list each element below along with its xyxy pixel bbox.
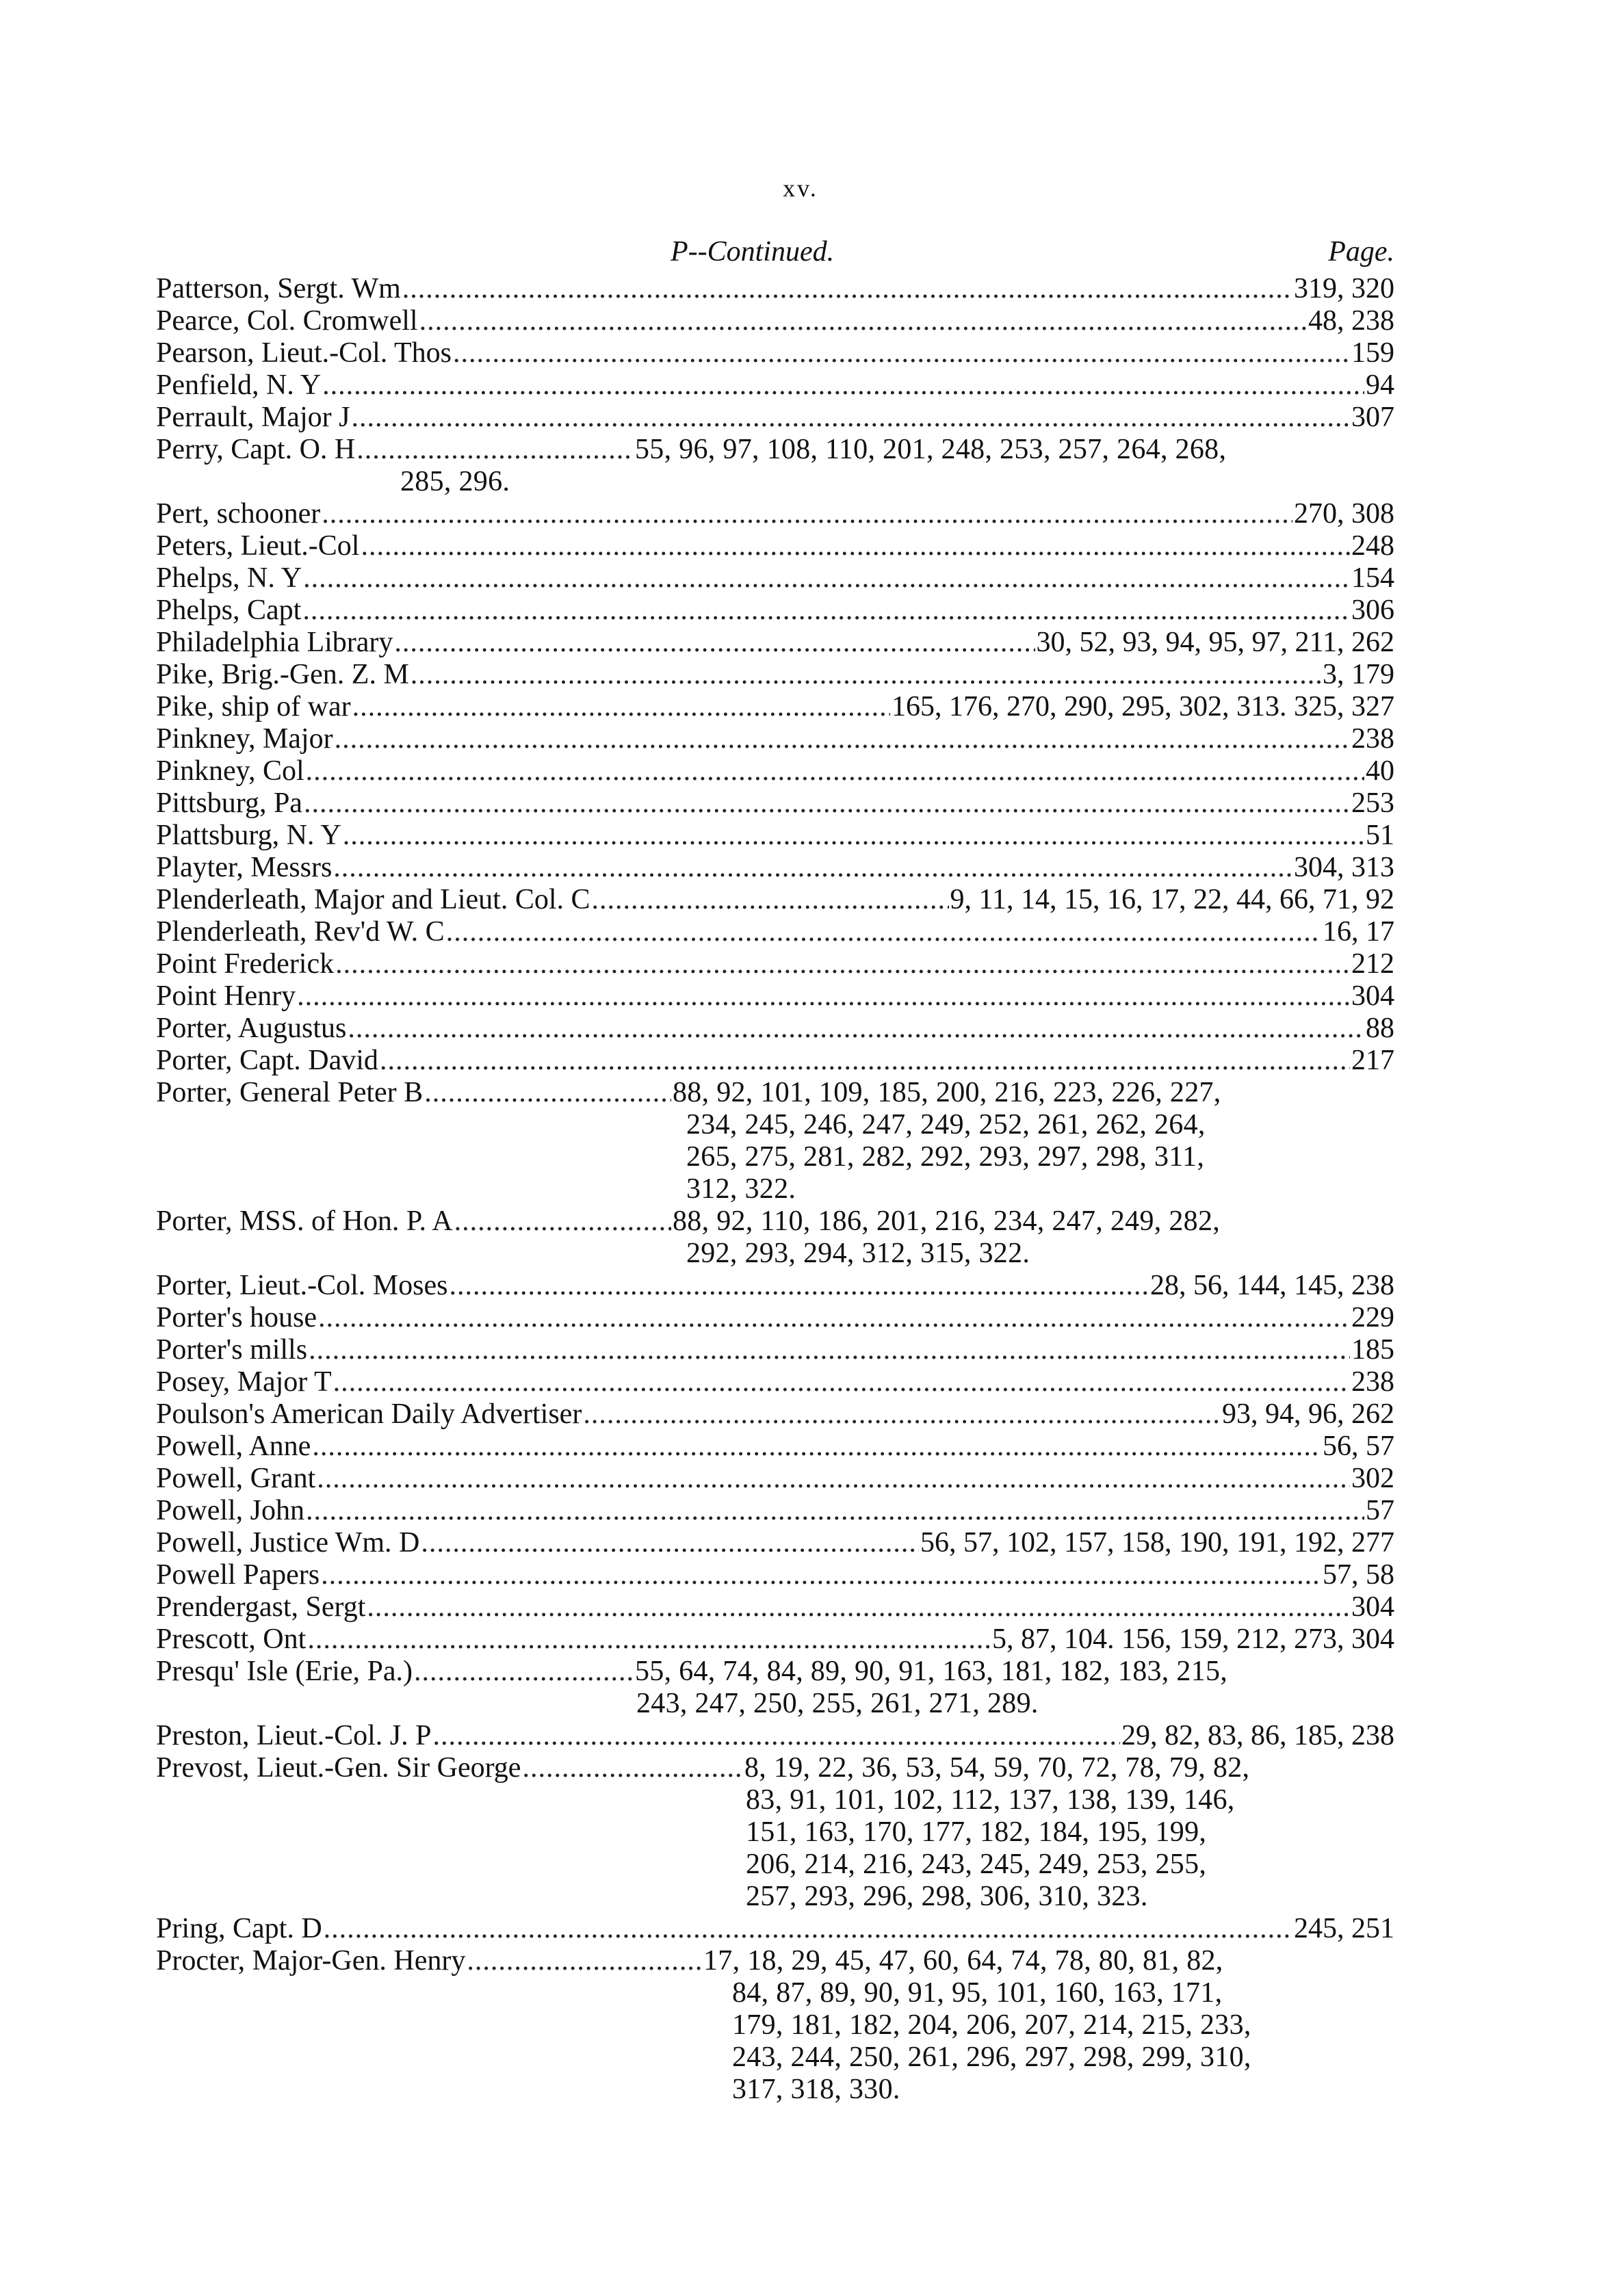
entry-name: Powell, Anne [156, 1431, 311, 1462]
index-entry [156, 434, 1394, 498]
entry-name: Prescott, Ont [156, 1623, 307, 1655]
entry-pages: 306 [1351, 595, 1394, 626]
dot-leader [402, 273, 1292, 305]
dot-leader [309, 1334, 1350, 1366]
index-entry [156, 1913, 1394, 1945]
entry-pages: 302 [1351, 1463, 1394, 1494]
entry-name: Powell, Grant [156, 1463, 316, 1494]
entry-pages: 165, 176, 270, 290, 295, 302, 313. 325, 327 [892, 691, 1394, 722]
entry-pages-continued: 83, 91, 101, 102, 112, 137, 138, 139, 146, [746, 1784, 1235, 1816]
dot-leader [306, 1495, 1364, 1527]
entry-name: Philadelphia Library [156, 627, 393, 658]
index-entry [156, 1077, 1394, 1205]
entry-pages: 307 [1351, 402, 1394, 433]
dot-leader [380, 1045, 1350, 1077]
entry-name: Preston, Lieut.-Col. J. P [156, 1720, 432, 1751]
index-entry [156, 980, 1394, 1013]
entry-pages: 93, 94, 96, 262 [1222, 1398, 1394, 1430]
dot-leader [335, 948, 1350, 980]
entry-pages-continued: 285, 296. [400, 466, 510, 497]
entry-pages: 16, 17 [1323, 916, 1394, 948]
entry-pages-continued: 234, 245, 246, 247, 249, 252, 261, 262, 264, [686, 1109, 1206, 1140]
entry-pages-continued: 84, 87, 89, 90, 91, 95, 101, 160, 163, 171, [732, 1977, 1223, 2009]
index-entry [156, 1398, 1394, 1431]
entry-name: Procter, Major-Gen. Henry [156, 1945, 466, 1977]
entry-name: Penfield, N. Y [156, 369, 322, 401]
dot-leader [449, 1270, 1149, 1302]
entry-pages: 245, 251 [1294, 1913, 1394, 1944]
entry-name: Porter, Augustus [156, 1013, 347, 1044]
entry-pages-continued: 206, 214, 216, 243, 245, 249, 253, 255, [746, 1849, 1207, 1880]
entry-name: Point Henry [156, 980, 296, 1012]
entry-pages: 57 [1366, 1495, 1394, 1526]
dot-leader [322, 498, 1292, 530]
index-entry [156, 1656, 1394, 1720]
entry-pages: 9, 11, 14, 15, 16, 17, 22, 44, 66, 71, 92 [950, 884, 1394, 915]
dot-leader [467, 1945, 702, 1977]
index-entry [156, 1013, 1394, 1045]
entry-pages: 56, 57, 102, 157, 158, 190, 191, 192, 277 [920, 1527, 1394, 1558]
entry-name: Patterson, Sergt. Wm [156, 273, 401, 304]
entry-name: Phelps, Capt [156, 595, 302, 626]
index-entry [156, 1945, 1394, 2106]
dot-leader [333, 852, 1292, 884]
index-entry [156, 820, 1394, 852]
index-entry [156, 1334, 1394, 1366]
dot-leader [361, 530, 1350, 562]
index-entry [156, 337, 1394, 369]
entry-pages: 88 [1366, 1013, 1394, 1044]
entry-pages: 238 [1351, 1366, 1394, 1398]
dot-leader [424, 1077, 671, 1109]
index-entry [156, 273, 1394, 305]
dot-leader [304, 787, 1350, 820]
index-entry [156, 884, 1394, 916]
entry-pages-continued: 151, 163, 170, 177, 182, 184, 195, 199, [746, 1816, 1207, 1848]
entry-pages: 270, 308 [1294, 498, 1394, 530]
entry-name: Playter, Messrs [156, 852, 333, 883]
index-entry [156, 1270, 1394, 1302]
entry-pages: 159 [1351, 337, 1394, 369]
entry-pages: 229 [1351, 1302, 1394, 1333]
entry-name: Pinkney, Major [156, 723, 333, 755]
index-entry [156, 948, 1394, 980]
entry-pages: 17, 18, 29, 45, 47, 60, 64, 74, 78, 80, 81, 82, [703, 1945, 1223, 1977]
entry-pages: 185 [1351, 1334, 1394, 1366]
entry-pages: 48, 238 [1308, 305, 1394, 337]
index-entry [156, 1205, 1394, 1270]
dot-leader [348, 1013, 1364, 1045]
entry-pages: 304, 313 [1294, 852, 1394, 883]
entry-pages: 3, 179 [1323, 659, 1394, 690]
index-entry [156, 1591, 1394, 1623]
entry-pages: 88, 92, 101, 109, 185, 200, 216, 223, 226, 227, [673, 1077, 1221, 1108]
dot-leader [333, 1366, 1350, 1398]
entry-name: Powell, Justice Wm. D [156, 1527, 420, 1558]
entry-name: Poulson's American Daily Advertiser [156, 1398, 582, 1430]
entry-name: Powell, John [156, 1495, 305, 1526]
entry-pages: 5, 87, 104. 156, 159, 212, 273, 304 [992, 1623, 1394, 1655]
index-list [156, 273, 1394, 2106]
page-number: xv. [783, 174, 818, 202]
dot-leader [306, 755, 1364, 787]
entry-pages: 88, 92, 110, 186, 201, 216, 234, 247, 249, 282, [673, 1205, 1221, 1237]
entry-pages-continued: 243, 244, 250, 261, 296, 297, 298, 299, 310, [732, 2041, 1251, 2073]
index-entry [156, 723, 1394, 755]
entry-name: Perrault, Major J [156, 402, 350, 433]
entry-pages: 94 [1366, 369, 1394, 401]
dot-leader [312, 1431, 1321, 1463]
heading-title: P--Continued. [671, 236, 835, 268]
dot-leader [419, 305, 1307, 337]
entry-name: Plenderleath, Rev'd W. C [156, 916, 445, 948]
dot-leader [351, 402, 1350, 434]
dot-leader [394, 627, 1035, 659]
entry-pages: 238 [1351, 723, 1394, 755]
dot-leader [335, 723, 1350, 755]
index-entry [156, 1302, 1394, 1334]
index-entry [156, 402, 1394, 434]
entry-pages-continued: 179, 181, 182, 204, 206, 207, 214, 215, 233, [732, 2009, 1251, 2041]
entry-name: Pert, schooner [156, 498, 321, 530]
heading-page-label: Page. [1328, 236, 1394, 268]
entry-pages: 253 [1351, 787, 1394, 819]
dot-leader [414, 1656, 634, 1688]
entry-pages: 55, 64, 74, 84, 89, 90, 91, 163, 181, 182, 183, 215, [635, 1656, 1228, 1687]
index-entry [156, 755, 1394, 787]
entry-name: Powell Papers [156, 1559, 320, 1591]
index-entry [156, 1559, 1394, 1591]
dot-leader [343, 820, 1364, 852]
dot-leader [318, 1302, 1350, 1334]
dot-leader [297, 980, 1350, 1013]
index-entry [156, 1045, 1394, 1077]
section-heading [156, 235, 1394, 271]
entry-name: Porter, Capt. David [156, 1045, 378, 1076]
entry-name: Prendergast, Sergt [156, 1591, 366, 1623]
entry-pages: 40 [1366, 755, 1394, 787]
entry-name: Pike, Brig.-Gen. Z. M [156, 659, 409, 690]
entry-name: Peters, Lieut.-Col [156, 530, 360, 562]
entry-name: Perry, Capt. O. H [156, 434, 356, 465]
index-entry [156, 1366, 1394, 1398]
dot-leader [302, 595, 1350, 627]
index-entry [156, 1431, 1394, 1463]
dot-leader [453, 337, 1350, 369]
index-entry [156, 562, 1394, 595]
entry-name: Phelps, N. Y [156, 562, 302, 594]
index-entry [156, 659, 1394, 691]
entry-pages: 55, 96, 97, 108, 110, 201, 248, 253, 257, 264, 268, [635, 434, 1227, 465]
entry-name: Pring, Capt. D [156, 1913, 322, 1944]
index-entry [156, 916, 1394, 948]
index-entry [156, 305, 1394, 337]
dot-leader [421, 1527, 919, 1559]
entry-name: Plattsburg, N. Y [156, 820, 341, 851]
dot-leader [522, 1752, 743, 1784]
entry-pages: 30, 52, 93, 94, 95, 97, 211, 262 [1036, 627, 1394, 658]
dot-leader [367, 1591, 1350, 1623]
entry-pages: 51 [1366, 820, 1394, 851]
entry-pages: 29, 82, 83, 86, 185, 238 [1121, 1720, 1394, 1751]
dot-leader [446, 916, 1321, 948]
dot-leader [317, 1463, 1350, 1495]
entry-name: Presqu' Isle (Erie, Pa.) [156, 1656, 413, 1687]
entry-name: Pearson, Lieut.-Col. Thos [156, 337, 452, 369]
index-entry [156, 1720, 1394, 1752]
index-entry [156, 852, 1394, 884]
dot-leader [321, 1559, 1321, 1591]
dot-leader [433, 1720, 1120, 1752]
entry-pages-continued: 243, 247, 250, 255, 261, 271, 289. [636, 1688, 1039, 1719]
entry-pages-continued: 257, 293, 296, 298, 306, 310, 323. [746, 1881, 1148, 1912]
index-entry [156, 369, 1394, 402]
entry-name: Prevost, Lieut.-Gen. Sir George [156, 1752, 521, 1784]
entry-name: Posey, Major T [156, 1366, 332, 1398]
dot-leader [322, 369, 1364, 402]
entry-pages-continued: 317, 318, 330. [732, 2074, 900, 2105]
entry-pages: 248 [1351, 530, 1394, 562]
entry-pages-continued: 265, 275, 281, 282, 292, 293, 297, 298, 311, [686, 1141, 1205, 1173]
entry-pages: 154 [1351, 562, 1394, 594]
entry-name: Pinkney, Col [156, 755, 304, 787]
entry-name: Point Frederick [156, 948, 335, 980]
entry-pages: 8, 19, 22, 36, 53, 54, 59, 70, 72, 78, 79, 82, [744, 1752, 1250, 1784]
entry-name: Porter's house [156, 1302, 317, 1333]
dot-leader [592, 884, 949, 916]
dot-leader [454, 1205, 671, 1238]
entry-name: Pearce, Col. Cromwell [156, 305, 418, 337]
entry-name: Porter, Lieut.-Col. Moses [156, 1270, 448, 1301]
entry-pages: 56, 57 [1323, 1431, 1394, 1462]
entry-name: Plenderleath, Major and Lieut. Col. C [156, 884, 590, 915]
dot-leader [324, 1913, 1292, 1945]
dot-leader [411, 659, 1321, 691]
entry-pages-continued: 292, 293, 294, 312, 315, 322. [686, 1238, 1030, 1269]
entry-pages: 304 [1351, 980, 1394, 1012]
dot-leader [307, 1623, 991, 1656]
index-entry [156, 1527, 1394, 1559]
entry-pages: 57, 58 [1323, 1559, 1394, 1591]
entry-pages: 212 [1351, 948, 1394, 980]
index-entry [156, 595, 1394, 627]
entry-name: Pike, ship of war [156, 691, 351, 722]
entry-pages: 28, 56, 144, 145, 238 [1150, 1270, 1394, 1301]
entry-name: Porter, MSS. of Hon. P. A [156, 1205, 453, 1237]
dot-leader [352, 691, 890, 723]
entry-name: Porter's mills [156, 1334, 308, 1366]
entry-pages: 217 [1351, 1045, 1394, 1076]
index-entry [156, 691, 1394, 723]
index-entry [156, 627, 1394, 659]
index-entry [156, 1623, 1394, 1656]
index-entry [156, 1495, 1394, 1527]
index-entry [156, 1752, 1394, 1913]
index-entry [156, 530, 1394, 562]
index-entry [156, 787, 1394, 820]
dot-leader [303, 562, 1350, 595]
index-entry [156, 498, 1394, 530]
entry-pages-continued: 312, 322. [686, 1173, 796, 1205]
entry-pages: 319, 320 [1294, 273, 1394, 304]
entry-name: Porter, General Peter B [156, 1077, 424, 1108]
dot-leader [356, 434, 634, 466]
index-entry [156, 1463, 1394, 1495]
entry-name: Pittsburg, Pa [156, 787, 302, 819]
dot-leader [583, 1398, 1221, 1431]
entry-pages: 304 [1351, 1591, 1394, 1623]
